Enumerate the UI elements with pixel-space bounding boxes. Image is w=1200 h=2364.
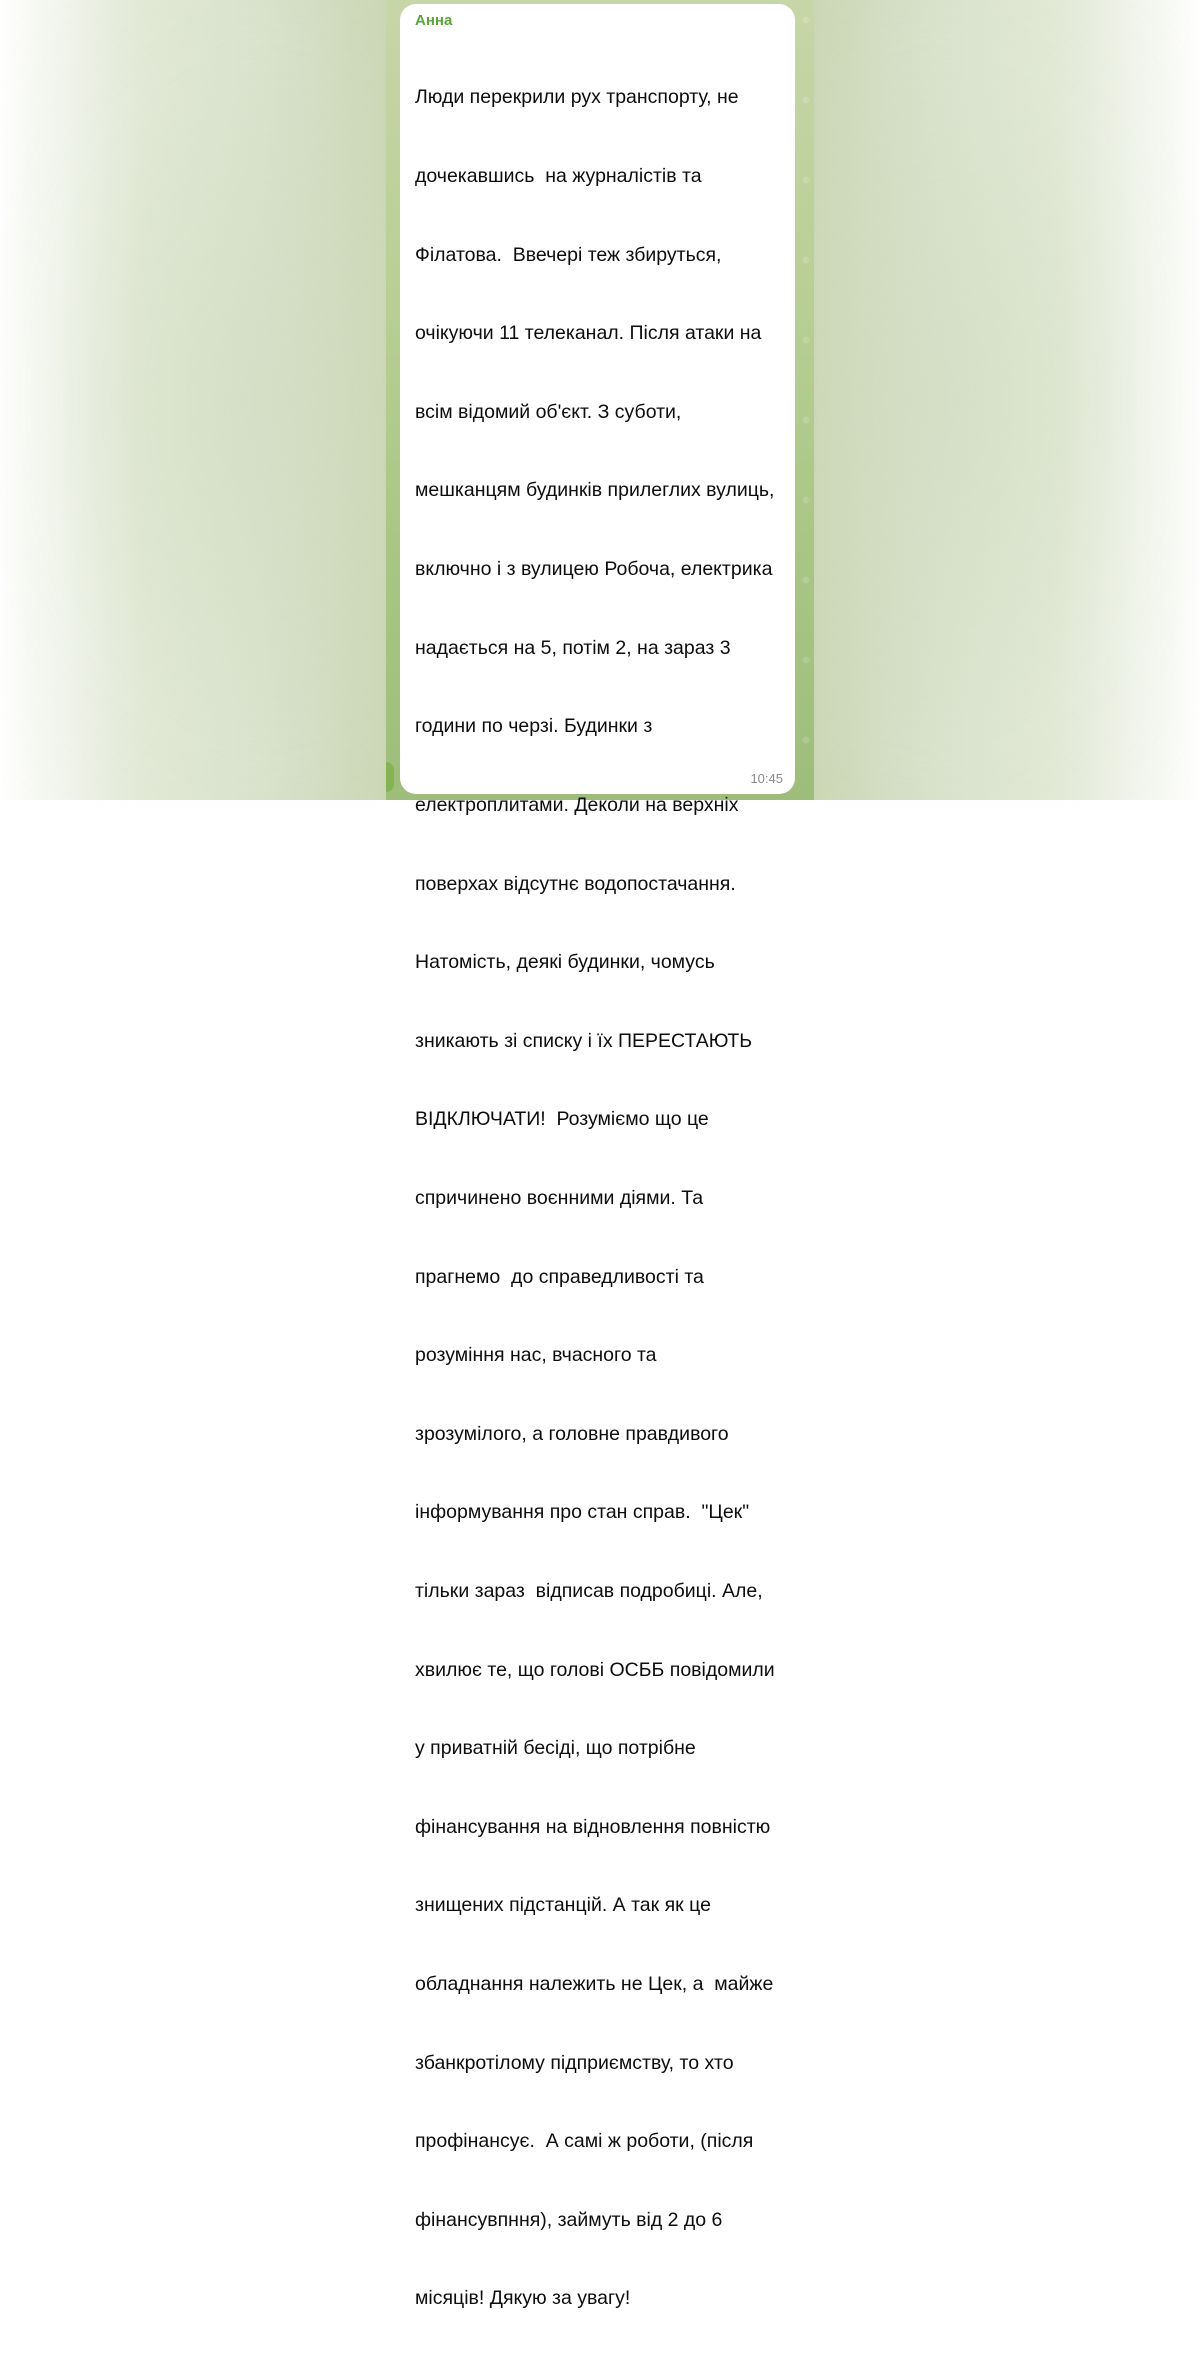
message-line: Філатова. Ввечері теж збируться,: [415, 243, 722, 266]
message-line: обладнання належить не Цек, а майже: [415, 1973, 774, 1996]
message-text: [415, 32, 785, 2364]
message-time: 10:45: [750, 771, 783, 786]
message-line: прагнемо до справедливості та: [415, 1265, 704, 1288]
message-line: очікуючи 11 телеканал. Після атаки на: [415, 322, 762, 345]
message-line: фінансувпння), займуть від 2 до 6: [415, 2208, 723, 2231]
message-line: ВІДКЛЮЧАТИ! Розуміємо що це: [415, 1108, 709, 1131]
message-line: поверхах відсутнє водопостачання.: [415, 872, 736, 895]
blurred-right-background: [814, 0, 1200, 800]
message-line: фінансування на відновлення повністю: [415, 1815, 771, 1838]
message-line: надається на 5, потім 2, на зараз 3: [415, 636, 731, 659]
message-line: хвилює те, що голові ОСББ повідомили: [415, 1658, 775, 1681]
message-line: включно і з вулицею Робоча, електрика: [415, 558, 773, 581]
message-line: тільки зараз відписав подробиці. Але,: [415, 1579, 763, 1602]
message-line: всім відомий об'єкт. З суботи,: [415, 400, 682, 423]
message-line: зникають зі списку і їх ПЕРЕСТАЮТЬ: [415, 1029, 753, 1052]
message-line: мешканцям будинків прилеглих вулиць,: [415, 479, 775, 502]
avatar-edge[interactable]: [386, 762, 394, 792]
blurred-left-background: [0, 0, 386, 800]
message-sender[interactable]: Анна: [415, 12, 453, 29]
message-line: знищених підстанцій. А так як це: [415, 1894, 711, 1917]
message-line: збанкротілому підприємству, то хто: [415, 2051, 734, 2074]
message-line: у приватній бесіді, що потрібне: [415, 1737, 696, 1760]
message-line: електроплитами. Деколи на верхніх: [415, 793, 739, 816]
message-line: профінансує. А самі ж роботи, (після: [415, 2130, 754, 2153]
chat-area[interactable]: [386, 0, 814, 2310]
message-line: спричинено воєнними діями. Та: [415, 1186, 704, 1209]
message-line: дочекавшись на журналістів та: [415, 165, 702, 188]
message-line: місяців! Дякую за увагу!: [415, 2287, 631, 2310]
message-line: інформування про стан справ. "Цек": [415, 1501, 750, 1524]
message-line: години по черзі. Будинки з: [415, 715, 653, 738]
message-line: Натомість, деякі будинки, чомусь: [415, 951, 715, 974]
message-bubble[interactable]: [400, 4, 795, 2310]
message-line: розуміння нас, вчасного та: [415, 1344, 657, 1367]
message-line: Люди перекрили рух транспорту, не: [415, 86, 739, 109]
message-line: зрозумілого, а головне правдивого: [415, 1422, 729, 1445]
